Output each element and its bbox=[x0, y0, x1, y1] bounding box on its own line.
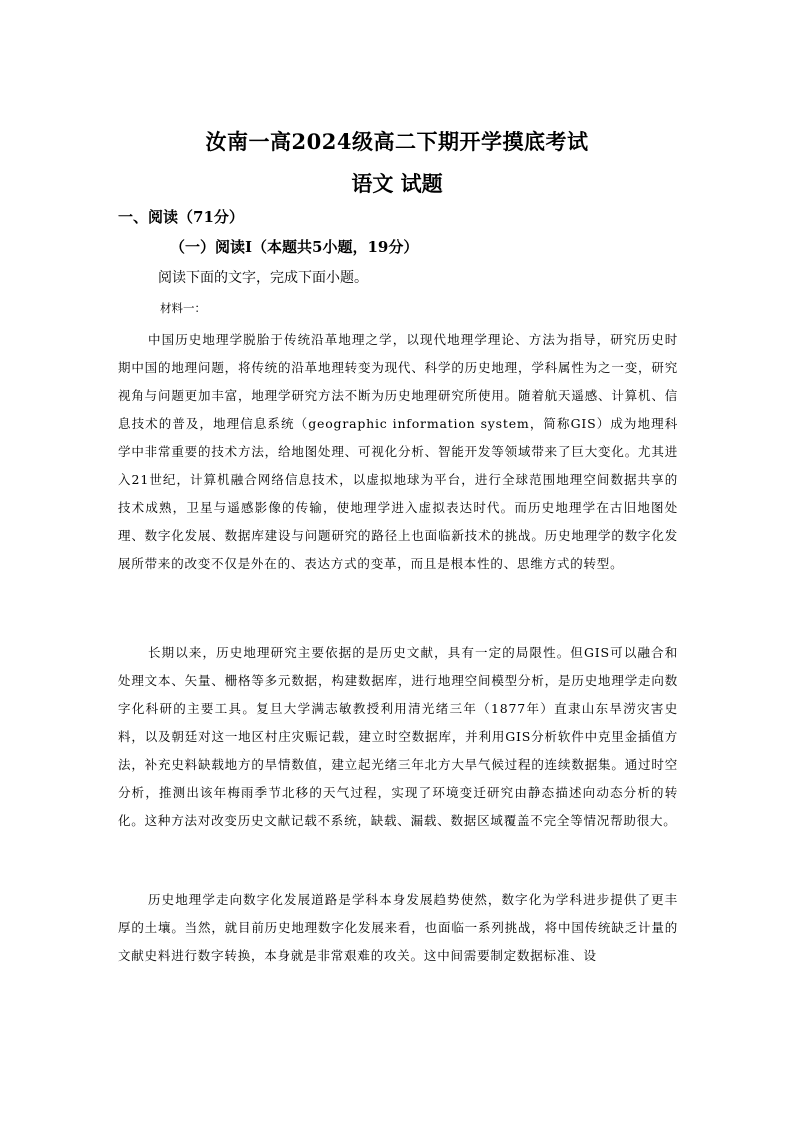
exam-title: 汝南一高2024级高二下期开学摸底考试 bbox=[205, 129, 589, 154]
section-heading: 一、阅读（71分） bbox=[118, 208, 244, 226]
paragraph-text: 长期以来，历史地理研究主要依据的是历史文献，具有一定的局限性。但GIS可以融合和处理文本、矢量、栅格等多元数据，构建数据库，进行地理空间模型分析，是历史地理学走向数字化科研的主要工具。复旦大学满志敏教授利用清光绪三年（1877年）直隶山东旱涝灾害史料，以及朝廷对这一地区村庄灾赈记载，建立时空数据库，并利用GIS分析软件中克里金插值方法，补充史料缺载地方的旱情数值，建立起光绪三年北方大旱气候过程的连续数据集。通过时空分析，推测出该年梅雨季节北移的天气过程，实现了环境变迁研究由静态描述向动态分析的转化。这种方法对改变历史文献记载不系统，缺载、漏载、数据区域覆盖不完全等情况帮助很大。 bbox=[118, 645, 678, 828]
paragraph-2 bbox=[118, 639, 678, 835]
paragraph-3 bbox=[118, 886, 678, 970]
material-label: 材料一： bbox=[160, 301, 206, 315]
exam-subtitle: 语文 试题 bbox=[351, 171, 443, 196]
reading-instruction: 阅读下面的文字，完成下面小题。 bbox=[158, 270, 368, 286]
subsection-heading: （一）阅读Ⅰ（本题共5小题，19分） bbox=[170, 238, 419, 256]
paragraph-text: 历史地理学走向数字化发展道路是学科本身发展趋势使然，数字化为学科进步提供了更丰厚的土壤。当然，就目前历史地理数字化发展来看，也面临一系列挑战，将中国传统缺乏计量的文献史料进行数字转换，本身就是非常艰难的攻关。这中间需要制定数据标准、设 bbox=[118, 892, 678, 963]
paragraph-text: 中国历史地理学脱胎于传统沿革地理之学，以现代地理学理论、方法为指导，研究历史时期中国的地理问题，将传统的沿革地理转变为现代、科学的历史地理，学科属性为之一变，研究视角与问题更加丰富，地理学研究方法不断为历史地理研究所使用。随着航天遥感、计算机、信息技术的普及，地理信息系统（geographic information system，简称GIS）成为地理科学中非常重要的技术方法，给地图处理、可视化分析、智能开发等领域带来了巨大变化。尤其进入21世纪，计算机融合网络信息技术，以虚拟地球为平台，进行全球范围地理空间数据共享的技术成熟，卫星与遥感影像的传输，使地理学进入虚拟表达时代。而历史地理学在古旧地图处理、数字化发展、数据库建设与问题研究的路径上也面临新技术的挑战。历史地理学的数字化发展所带来的改变不仅是外在的、表达方式的变革，而且是根本性的、思维方式的转型。 bbox=[118, 332, 678, 571]
paragraph-1 bbox=[118, 326, 678, 578]
